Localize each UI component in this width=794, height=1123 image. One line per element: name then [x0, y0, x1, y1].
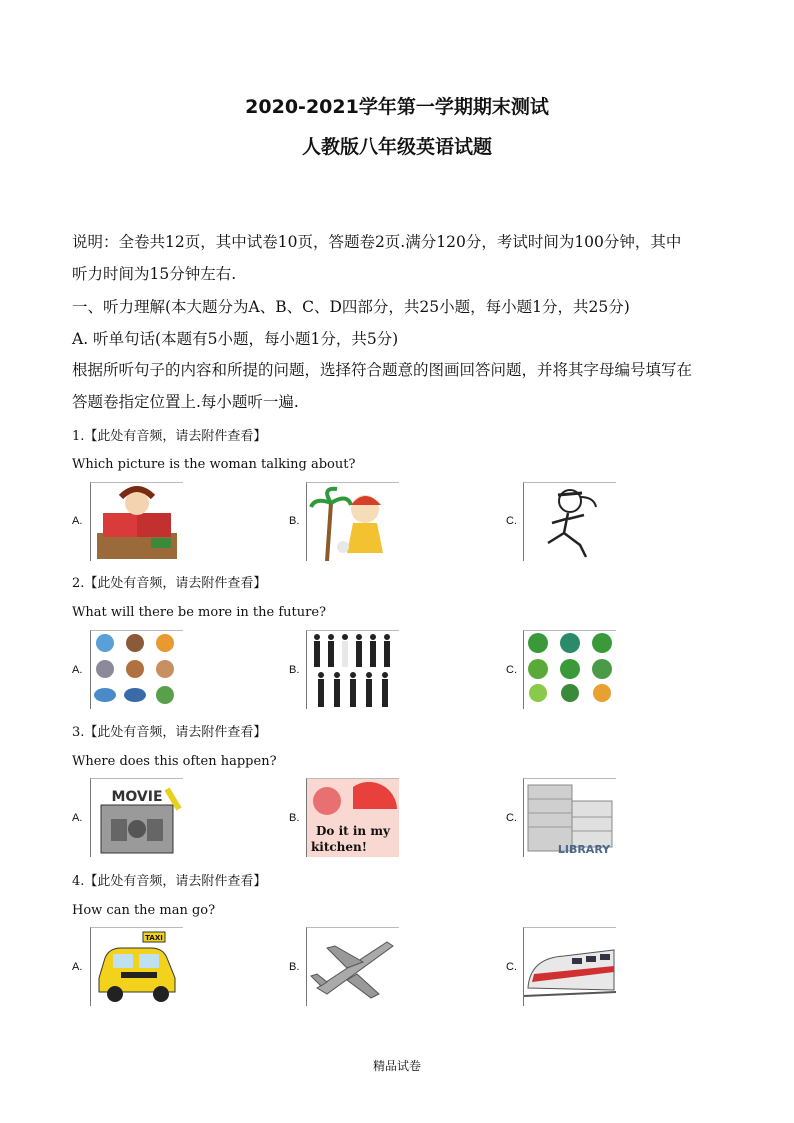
part-a-heading: A. 听单句话(本题有5小题，每小题1分，共5分) [72, 330, 399, 348]
exam-note-line1: 说明：全卷共12页，其中试卷10页，答题卷2页.满分120分，考试时间为100分钟，其中 [72, 233, 682, 251]
question-4-option-c-letter: C. [506, 961, 517, 973]
question-3-label: 3.【此处有音频，请去附件查看】 [72, 725, 267, 740]
animals-icon [90, 630, 183, 709]
question-1-option-a-letter: A. [72, 515, 83, 527]
question-2-text: What will there be more in the future? [72, 605, 326, 620]
exam-note-line2: 听力时间为15分钟左右. [72, 265, 237, 283]
instruction-line1: 根据所听句子的内容和所提的问题，选择符合题意的图画回答问题，并将其字母编号填写在 [72, 361, 693, 379]
question-3-text: Where does this often happen? [72, 754, 277, 769]
girl-running-icon [523, 482, 616, 561]
library-icon [523, 778, 616, 857]
train-icon [523, 927, 616, 1006]
question-2-option-b-letter: B. [289, 664, 300, 676]
question-4-option-b-letter: B. [289, 961, 300, 973]
question-3-option-a-letter: A. [72, 812, 83, 824]
section-heading: 一、听力理解(本大题分为A、B、C、D四部分，共25小题，每小题1分，共25分) [72, 298, 630, 316]
question-1-option-b-letter: B. [289, 515, 300, 527]
question-4-label: 4.【此处有音频，请去附件查看】 [72, 874, 267, 889]
library-sign-text: LIBRARY [557, 843, 611, 856]
girl-reading-icon [90, 482, 183, 561]
question-1-option-c-letter: C. [506, 515, 517, 527]
kitchen-caption-line2: kitchen! [310, 840, 368, 854]
page-title-line1: 2020-2021学年第一学期期末测试 [245, 96, 549, 118]
airplane-icon [306, 927, 399, 1006]
trees-icon [523, 630, 616, 709]
movie-theater-icon [90, 778, 183, 857]
question-1-text: Which picture is the woman talking about? [72, 457, 356, 472]
question-2-label: 2.【此处有音频，请去附件查看】 [72, 576, 267, 591]
question-3-option-c-letter: C. [506, 812, 517, 824]
page-footer: 精品试卷 [372, 1059, 421, 1073]
question-4-text: How can the man go? [72, 903, 216, 918]
taxi-icon [90, 927, 183, 1006]
kitchen-icon [306, 778, 399, 857]
instruction-line2: 答题卷指定位置上.每小题听一遍. [72, 393, 299, 411]
kitchen-caption-line1: Do it in my [316, 824, 390, 838]
movie-sign-text: MOVIE [111, 789, 163, 805]
question-2-option-c-letter: C. [506, 664, 517, 676]
question-1-label: 1.【此处有音频，请去附件查看】 [72, 429, 267, 444]
question-2-option-a-letter: A. [72, 664, 83, 676]
question-4-option-a-letter: A. [72, 961, 83, 973]
people-icon [306, 630, 399, 709]
taxi-sign-text: TAXI [145, 934, 163, 942]
question-3-option-b-letter: B. [289, 812, 300, 824]
page-title-line2: 人教版八年级英语试题 [301, 136, 492, 158]
girl-beach-icon [306, 482, 399, 561]
